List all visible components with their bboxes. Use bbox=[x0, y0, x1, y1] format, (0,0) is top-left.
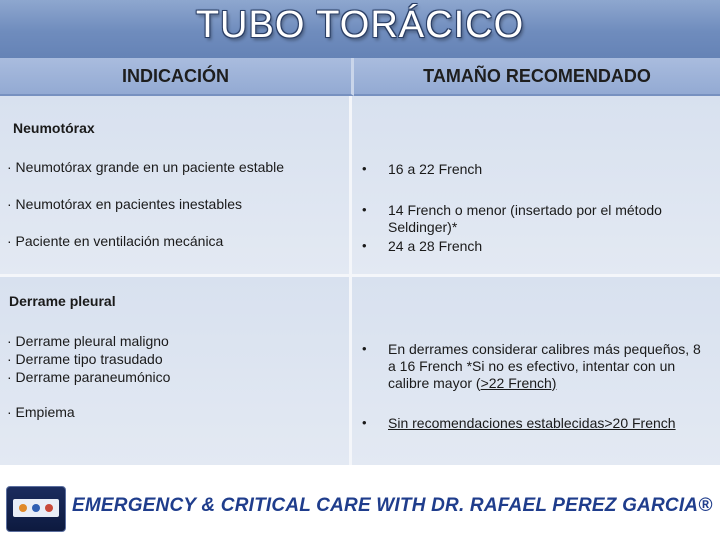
list-item bbox=[388, 341, 710, 392]
rec-underlined-text: >22 French) bbox=[480, 375, 557, 391]
slide-title: TUBO TORÁCICO bbox=[195, 4, 525, 46]
list-item: 16 a 22 French bbox=[388, 161, 483, 177]
list-item: Sin recomendaciones establecidas>20 French bbox=[388, 415, 676, 431]
list-item: 24 a 28 French bbox=[388, 238, 483, 254]
list-item: · Derrame pleural maligno bbox=[7, 333, 169, 349]
column-header-tamano: TAMAÑO RECOMENDADO bbox=[354, 58, 720, 96]
row-heading-derrame: Derrame pleural bbox=[9, 293, 116, 309]
cell-derrame-indications bbox=[0, 277, 352, 465]
bullet-icon: • bbox=[362, 415, 367, 430]
column-header-indicacion: INDICACIÓN bbox=[0, 58, 354, 96]
bullet-icon: • bbox=[362, 238, 367, 253]
logo-icon bbox=[6, 486, 66, 532]
list-item: · Neumotórax en pacientes inestables bbox=[7, 196, 243, 212]
footer-brand-text: EMERGENCY & CRITICAL CARE WITH DR. RAFAEL PEREZ GARCIA® bbox=[72, 495, 713, 516]
list-item: · Empiema bbox=[7, 404, 75, 420]
list-item: · Paciente en ventilación mecánica bbox=[7, 233, 224, 249]
cell-neumotorax-sizes bbox=[352, 96, 720, 277]
rec-text: En derrames considerar calibres más pequeños, 8 a 16 French *Si no es efectivo, intentar con un calibre mayor ( bbox=[388, 341, 701, 391]
cell-neumotorax-indications bbox=[0, 96, 352, 277]
list-item: · Derrame tipo trasudado bbox=[7, 351, 163, 367]
list-item: 14 French o menor (insertado por el método Seldinger)* bbox=[388, 202, 662, 235]
list-item: · Neumotórax grande en un paciente estable bbox=[7, 159, 285, 175]
row-heading-neumotorax: Neumotórax bbox=[13, 120, 95, 136]
bullet-icon: • bbox=[362, 161, 367, 176]
bullet-icon: • bbox=[362, 341, 367, 356]
cell-derrame-sizes bbox=[352, 277, 720, 465]
bullet-icon: • bbox=[362, 202, 367, 217]
list-item: · Derrame paraneumónico bbox=[7, 369, 171, 385]
title-bar bbox=[0, 0, 720, 60]
